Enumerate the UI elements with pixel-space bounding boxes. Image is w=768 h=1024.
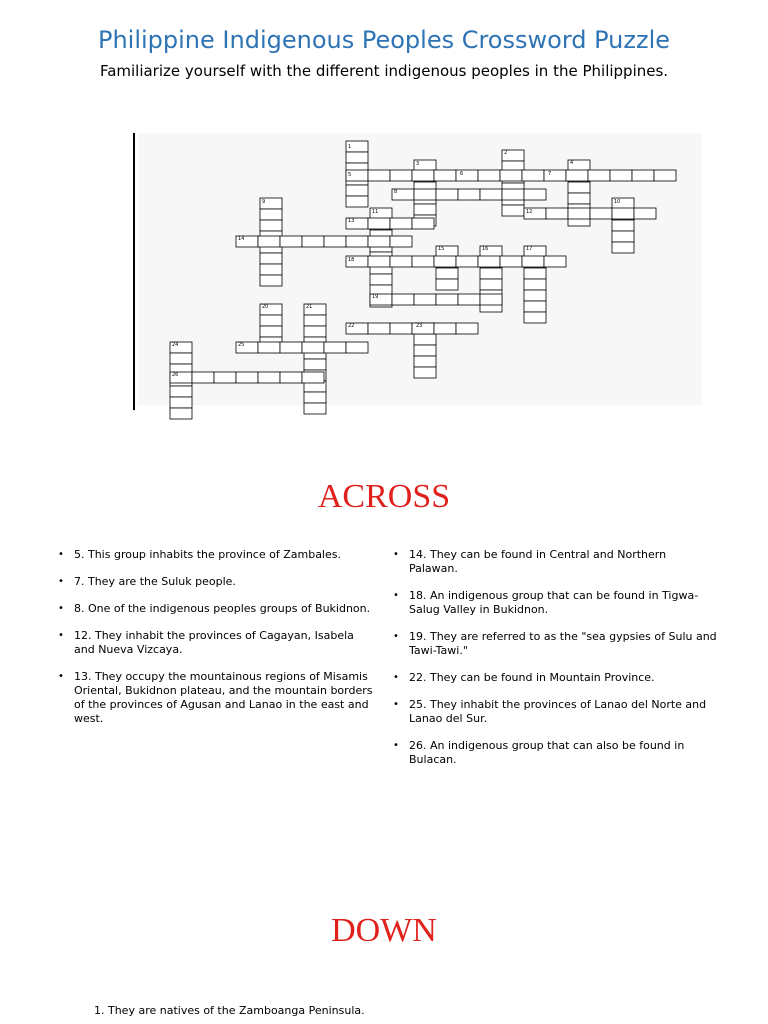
clue-number-12: 12 — [526, 209, 533, 215]
crossword-cell[interactable] — [414, 356, 436, 367]
crossword-cell[interactable] — [414, 345, 436, 356]
crossword-cell[interactable] — [436, 189, 458, 200]
crossword-cell[interactable] — [524, 268, 546, 279]
crossword-cell[interactable] — [610, 170, 632, 181]
crossword-cell[interactable] — [480, 294, 502, 305]
crossword-cell[interactable] — [568, 182, 590, 193]
crossword-cell[interactable] — [434, 256, 456, 267]
clue-number-18: 18 — [348, 257, 355, 263]
down-heading: DOWN — [331, 912, 437, 949]
crossword-cell[interactable] — [436, 294, 458, 305]
crossword-cell[interactable] — [568, 208, 590, 219]
clue-number-20: 20 — [262, 304, 269, 310]
clue-number-5: 5 — [348, 172, 352, 178]
crossword-cell[interactable] — [500, 256, 522, 267]
clue-number-23: 23 — [416, 323, 423, 329]
clue-number-24: 24 — [172, 342, 179, 348]
crossword-cell[interactable] — [302, 372, 324, 383]
page-title: Philippine Indigenous Peoples Crossword Puzzle — [97, 26, 671, 54]
crossword-cell[interactable] — [368, 323, 390, 334]
crossword-cell[interactable] — [302, 342, 324, 353]
clue-across-5: • 5. This group inhabits the province of Zambales. — [58, 548, 378, 562]
crossword-cell[interactable] — [480, 268, 502, 279]
crossword-cell[interactable] — [170, 397, 192, 408]
crossword-cell[interactable] — [522, 256, 544, 267]
crossword-cell[interactable] — [434, 170, 456, 181]
crossword-cell[interactable] — [524, 279, 546, 290]
clue-across-7: • 7. They are the Suluk people. — [58, 575, 378, 589]
crossword-cell[interactable] — [478, 170, 500, 181]
crossword-grid — [0, 0, 768, 420]
clue-number-19: 19 — [372, 294, 379, 300]
page-subtitle: Familiarize yourself with the different indigenous peoples in the Philippines. — [99, 62, 669, 80]
crossword-cell[interactable] — [436, 268, 458, 279]
crossword-cell[interactable] — [478, 256, 500, 267]
clue-number-6: 6 — [460, 171, 464, 177]
clue-number-15: 15 — [438, 246, 445, 252]
crossword-cell[interactable] — [368, 218, 390, 229]
across-clues-left — [58, 548, 378, 739]
crossword-cell[interactable] — [346, 185, 368, 196]
crossword-cell[interactable] — [304, 392, 326, 403]
crossword-cell[interactable] — [456, 323, 478, 334]
clue-number-9: 9 — [262, 199, 266, 205]
clue-across-19: • 19. They are referred to as the "sea gypsies of Sulu and Tawi-Tawi." — [393, 630, 718, 658]
crossword-cell[interactable] — [280, 236, 302, 247]
crossword-cell[interactable] — [458, 294, 480, 305]
crossword-cell[interactable] — [304, 326, 326, 337]
crossword-cell[interactable] — [522, 170, 544, 181]
clue-number-10: 10 — [614, 199, 621, 205]
crossword-cell[interactable] — [368, 236, 390, 247]
crossword-cell[interactable] — [280, 372, 302, 383]
clue-across-26: • 26. An indigenous group that can also be found in Bulacan. — [393, 739, 718, 767]
crossword-cell[interactable] — [304, 359, 326, 370]
crossword-cell[interactable] — [170, 386, 192, 397]
crossword-cell[interactable] — [414, 334, 436, 345]
crossword-cell[interactable] — [260, 253, 282, 264]
crossword-cell[interactable] — [260, 209, 282, 220]
crossword-cell[interactable] — [502, 189, 524, 200]
crossword-cell[interactable] — [390, 170, 412, 181]
crossword-cell[interactable] — [324, 342, 346, 353]
clue-across-12: • 12. They inhabit the provinces of Cagayan, Isabela and Nueva Vizcaya. — [58, 629, 378, 657]
crossword-cell[interactable] — [346, 236, 368, 247]
crossword-cell[interactable] — [390, 236, 412, 247]
across-clues-right — [393, 548, 718, 780]
crossword-cell[interactable] — [260, 275, 282, 286]
clue-down-1: 1. They are natives of the Zamboanga Peninsula. — [94, 1004, 365, 1017]
crossword-cell[interactable] — [480, 189, 502, 200]
crossword-cell[interactable] — [260, 315, 282, 326]
clue-number-16: 16 — [482, 246, 489, 252]
crossword-cell[interactable] — [414, 204, 436, 215]
crossword-cell[interactable] — [390, 323, 412, 334]
crossword-cell[interactable] — [280, 342, 302, 353]
crossword-cell[interactable] — [524, 301, 546, 312]
clue-across-18: • 18. An indigenous group that can be found in Tigwa-Salug Valley in Bukidnon. — [393, 589, 718, 617]
crossword-cell[interactable] — [304, 403, 326, 414]
crossword-cell[interactable] — [214, 372, 236, 383]
crossword-cell[interactable] — [170, 408, 192, 419]
crossword-cell[interactable] — [566, 170, 588, 181]
clue-number-7: 7 — [548, 171, 552, 177]
crossword-cell[interactable] — [458, 189, 480, 200]
across-heading: ACROSS — [317, 478, 451, 515]
crossword-cell[interactable] — [590, 208, 612, 219]
crossword-cell[interactable] — [390, 218, 412, 229]
clue-across-14: • 14. They can be found in Central and Northern Palawan. — [393, 548, 718, 576]
clue-number-13: 13 — [348, 218, 355, 224]
crossword-cell[interactable] — [324, 236, 346, 247]
crossword-cell[interactable] — [390, 256, 412, 267]
crossword-cell[interactable] — [414, 367, 436, 378]
crossword-cell[interactable] — [524, 290, 546, 301]
crossword-cell[interactable] — [632, 170, 654, 181]
crossword-cell[interactable] — [544, 256, 566, 267]
crossword-cell[interactable] — [260, 326, 282, 337]
clue-number-4: 4 — [570, 160, 574, 166]
clue-number-21: 21 — [306, 304, 313, 310]
crossword-cell[interactable] — [346, 196, 368, 207]
crossword-cell[interactable] — [368, 256, 390, 267]
crossword-cell[interactable] — [258, 342, 280, 353]
crossword-cell[interactable] — [434, 323, 456, 334]
crossword-cell[interactable] — [654, 170, 676, 181]
crossword-cell[interactable] — [258, 372, 280, 383]
crossword-cell[interactable] — [236, 372, 258, 383]
crossword-cell[interactable] — [412, 256, 434, 267]
crossword-cell[interactable] — [192, 372, 214, 383]
crossword-cell[interactable] — [546, 208, 568, 219]
crossword-cell[interactable] — [368, 170, 390, 181]
crossword-cell[interactable] — [612, 220, 634, 231]
crossword-cell[interactable] — [304, 315, 326, 326]
crossword-cell[interactable] — [612, 208, 634, 219]
clue-number-17: 17 — [526, 246, 533, 252]
crossword-cell[interactable] — [456, 256, 478, 267]
clue-number-22: 22 — [348, 323, 355, 329]
clue-number-2: 2 — [504, 150, 508, 156]
crossword-cell[interactable] — [524, 189, 546, 200]
crossword-cell[interactable] — [170, 353, 192, 364]
crossword-cell[interactable] — [346, 152, 368, 163]
crossword-cell[interactable] — [260, 264, 282, 275]
crossword-cell[interactable] — [370, 274, 392, 285]
crossword-cell[interactable] — [588, 170, 610, 181]
crossword-cell[interactable] — [392, 294, 414, 305]
crossword-cell[interactable] — [480, 279, 502, 290]
crossword-cell[interactable] — [612, 242, 634, 253]
clue-number-25: 25 — [238, 342, 245, 348]
clue-number-26: 26 — [172, 372, 179, 378]
clue-across-22: • 22. They can be found in Mountain Province. — [393, 671, 718, 685]
crossword-cell[interactable] — [412, 218, 434, 229]
crossword-cell[interactable] — [258, 236, 280, 247]
clue-across-13: • 13. They occupy the mountainous regions of Misamis Oriental, Bukidnon plateau, and the mountain borders of the provinces of Agusan and Lanao in the east and west. — [58, 670, 378, 726]
crossword-cell[interactable] — [414, 294, 436, 305]
clue-number-1: 1 — [348, 144, 352, 150]
clue-across-25: • 25. They inhabit the provinces of Lanao del Norte and Lanao del Sur. — [393, 698, 718, 726]
clue-number-8: 8 — [394, 189, 398, 195]
clue-number-11: 11 — [372, 209, 379, 215]
crossword-cell[interactable] — [634, 208, 656, 219]
crossword-cell[interactable] — [612, 231, 634, 242]
crossword-cell[interactable] — [524, 312, 546, 323]
crossword-cell[interactable] — [412, 170, 434, 181]
clue-number-3: 3 — [416, 161, 420, 167]
crossword-cell[interactable] — [500, 170, 522, 181]
crossword-cell[interactable] — [568, 193, 590, 204]
crossword-cell[interactable] — [436, 279, 458, 290]
crossword-cell[interactable] — [302, 236, 324, 247]
clue-number-14: 14 — [238, 236, 245, 242]
crossword-cell[interactable] — [414, 189, 436, 200]
clue-across-8: • 8. One of the indigenous peoples groups of Bukidnon. — [58, 602, 378, 616]
crossword-cell[interactable] — [346, 342, 368, 353]
crossword-cell[interactable] — [260, 220, 282, 231]
crossword-cell[interactable] — [502, 205, 524, 216]
